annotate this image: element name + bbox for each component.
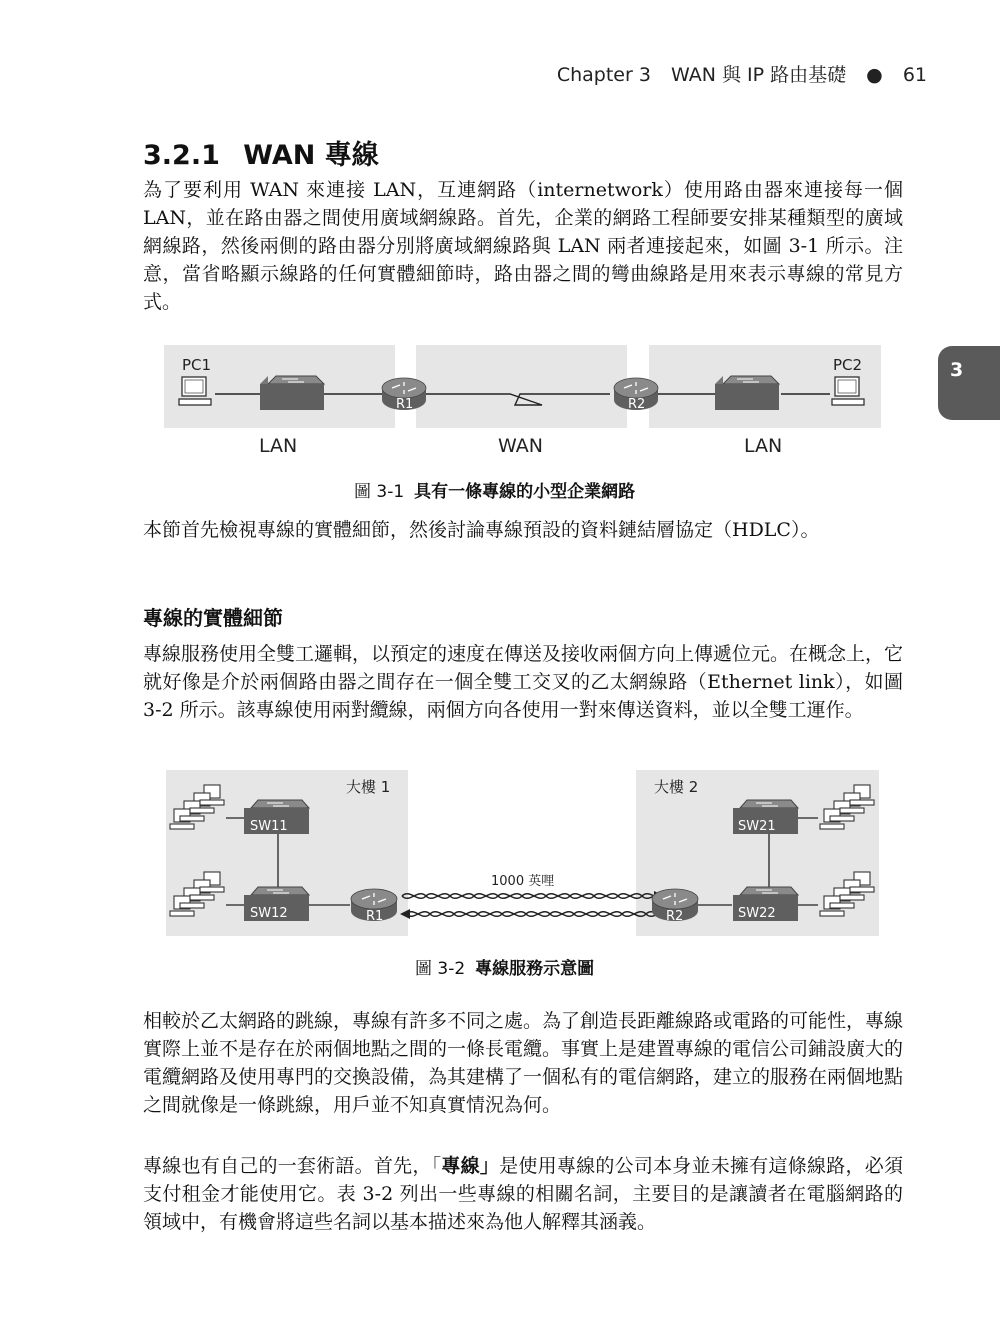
building2-label: 大樓 2 — [654, 778, 699, 796]
page-number: 61 — [902, 64, 927, 86]
paragraph-5-rest: 是使用專線的公司本身並未擁有這條線路，必須支付租金才能使用它。表 3-2 列出一些專線的相關名詞，主要目的是讓讀者在電腦網路的領域中，有機會將這些名詞以基本描述來為他人解釋其涵義。 — [143, 1155, 903, 1233]
chapter-tab-label: 3 — [950, 359, 964, 381]
paragraph-5 — [143, 1152, 903, 1236]
r2-label: R2 — [628, 397, 646, 412]
sw12-label: SW12 — [250, 906, 288, 921]
wan-label: WAN — [498, 435, 543, 457]
lan-right-label: LAN — [744, 435, 783, 457]
sw11-label: SW11 — [250, 819, 288, 834]
paragraph-3: 專線服務使用全雙工邏輯，以預定的速度在傳送及接收兩個方向上傳遞位元。在概念上，它就好像是介於兩個路由器之間存在一個全雙工交叉的乙太網線路（Ethernet link），如圖 3-2 所示。該專線使用兩對纜線，兩個方向各使用一對來傳送資料，並以全雙工運作。 — [143, 643, 904, 721]
figure-3-1 — [160, 342, 885, 462]
leased-line-cable — [402, 894, 670, 917]
fig2-r1-label: R1 — [366, 909, 384, 924]
paragraph-1: 為了要利用 WAN 來連接 LAN，互連網路（internetwork）使用路由器來連接每一個LAN，並在路由器之間使用廣域網線路。首先，企業的網路工程師要安排某種類型的廣域網線路，然後兩側的路由器分別將廣域網線路與 LAN 兩者連接起來，如圖 3-1 所示。注意，當省略顯示線路的任何實體細節時，路由器之間的彎曲線路是用來表示專線的常見方式。 — [143, 179, 903, 313]
lan-left-label: LAN — [259, 435, 298, 457]
section-title-text: WAN 專線 — [243, 140, 379, 171]
wan-panel — [416, 345, 627, 428]
figure-3-2-caption — [415, 954, 594, 979]
figure-3-1-text: 具有一條專線的小型企業網路 — [414, 482, 636, 502]
header-chapter: Chapter 3 — [556, 64, 651, 86]
paragraph-2: 本節首先檢視專線的實體細節，然後討論專線預設的資料鏈結層協定（HDLC）。 — [143, 519, 820, 541]
paragraph-5-term: 專線」 — [441, 1155, 500, 1177]
section-title — [143, 133, 379, 172]
figure-3-1-caption — [354, 477, 635, 502]
chapter-tab — [938, 346, 1000, 420]
pc1-icon — [179, 377, 211, 405]
pc2-label: PC2 — [833, 356, 863, 374]
figure-3-2-number: 圖 3-2 — [415, 959, 466, 979]
figure-3-2-text: 專線服務示意圖 — [475, 959, 595, 979]
pc1-label: PC1 — [182, 356, 212, 374]
figure-3-1-number: 圖 3-1 — [354, 482, 405, 502]
subsection-title: 專線的實體細節 — [143, 606, 283, 630]
r1-label: R1 — [396, 397, 414, 412]
figure-3-2 — [164, 768, 882, 938]
section-number: 3.2.1 — [143, 140, 220, 171]
header-chapter-title: WAN 與 IP 路由基礎 — [670, 64, 847, 86]
paragraph-5-start: 專線也有自己的一套術語。首先，「 — [143, 1155, 442, 1177]
paragraph-4: 相較於乙太網路的跳線，專線有許多不同之處。為了創造長距離線路或電路的可能性，專線實際上並不是存在於兩個地點之間的一條長電纜。事實上是建置專線的電信公司鋪設廣大的電纜網路及使用專門的交換設備，為其建構了一個私有的電信網路，建立的服務在兩個地點之間就像是一條跳線，用戶並不知真實情況為何。 — [143, 1010, 904, 1116]
distance-label: 1000 英哩 — [491, 874, 555, 889]
header-bullet: ● — [866, 64, 883, 86]
building1-label: 大樓 1 — [346, 778, 391, 796]
pc2-icon — [832, 377, 864, 405]
sw22-label: SW22 — [738, 906, 776, 921]
running-header — [543, 60, 927, 87]
fig2-r2-label: R2 — [666, 909, 684, 924]
sw21-label: SW21 — [738, 819, 776, 834]
